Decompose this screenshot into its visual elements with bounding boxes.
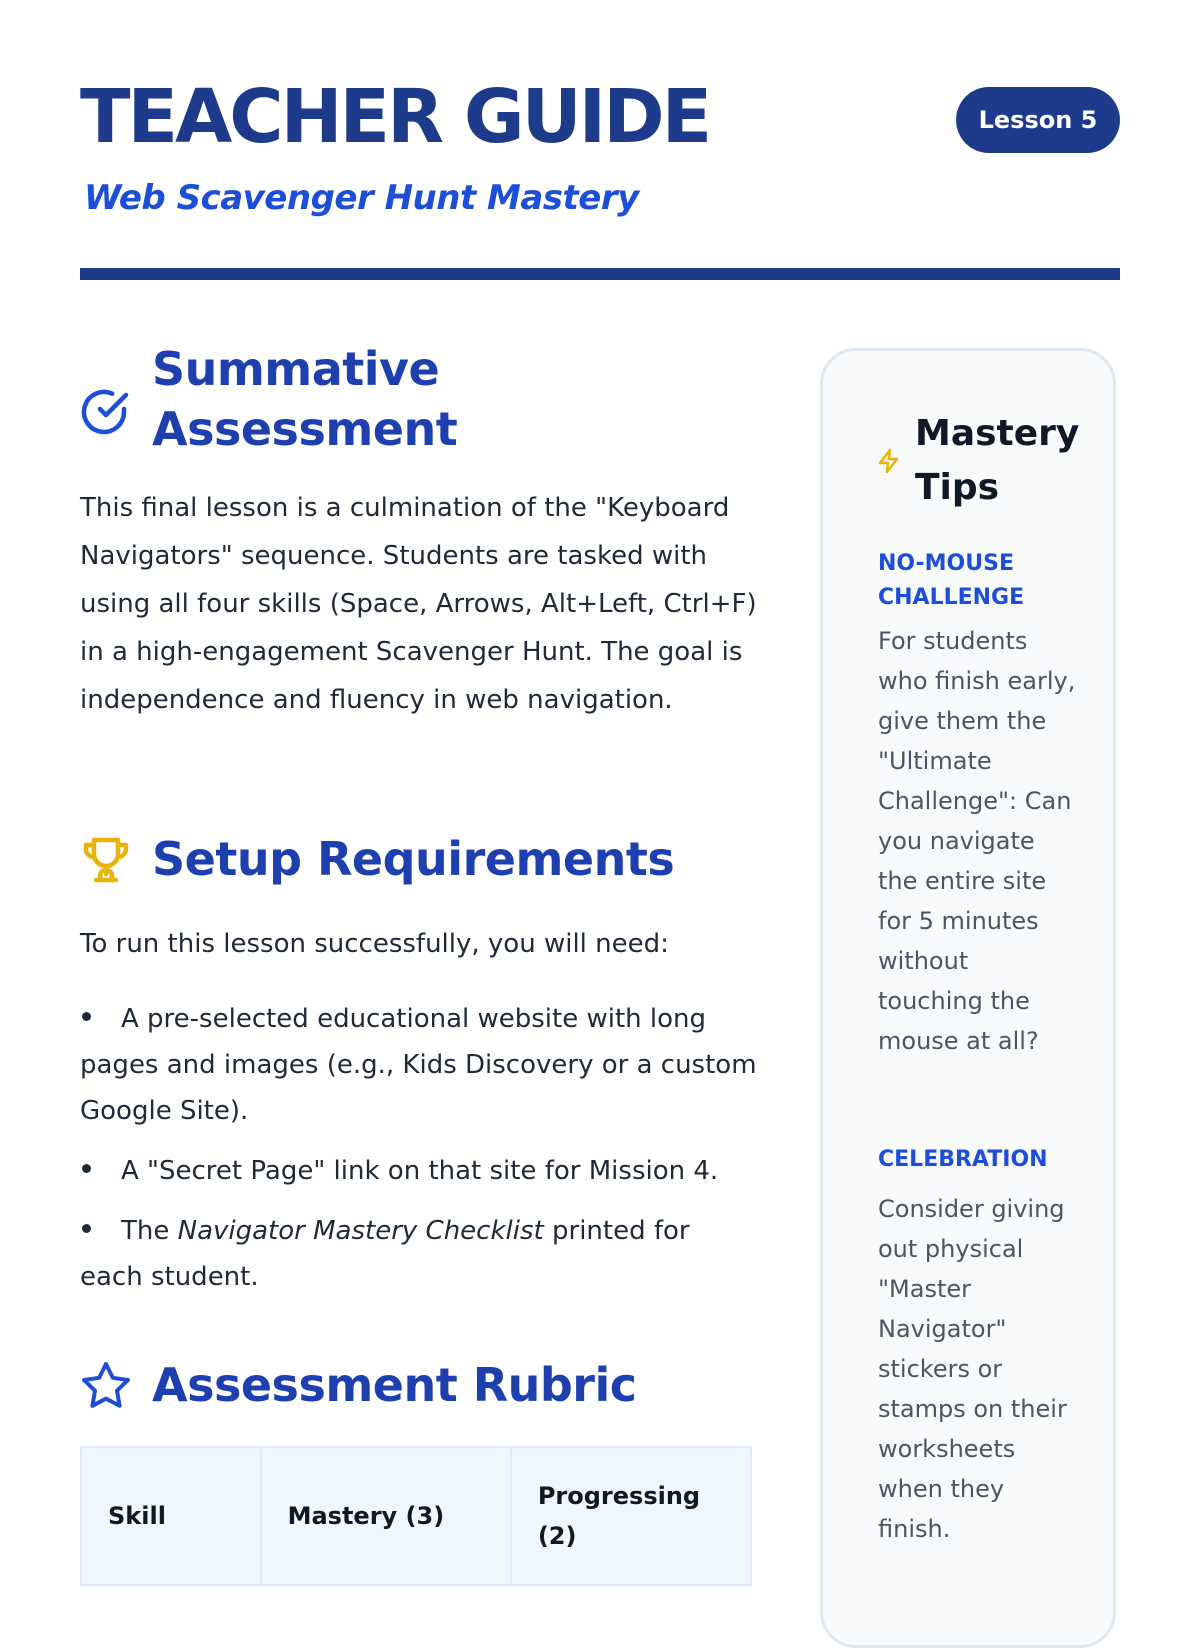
table-header-cell: Skill — [81, 1447, 261, 1585]
page-subtitle: Web Scavenger Hunt Mastery — [84, 178, 639, 218]
lightning-icon — [875, 447, 903, 475]
bullet-dot — [82, 1224, 91, 1233]
rubric-section-header — [80, 1356, 760, 1416]
tip-label: CELEBRATION — [878, 1147, 1048, 1172]
summative-text: This final lesson is a culmination of the "Keyboard Navigators" sequence. Students are tasked with using all four skills (Space, Arrows, Alt+Left, Ctrl+F) in a high-engagement Scavenger Hunt. The goal is independence and fluency in web navigation. — [80, 493, 757, 715]
bullet-dot — [82, 1164, 91, 1173]
summative-title: Summative Assessment — [152, 342, 458, 456]
lesson-badge: Lesson 5 — [956, 87, 1120, 153]
trophy-icon — [80, 834, 132, 886]
rubric-title: Assessment Rubric — [152, 1358, 637, 1412]
tips-header — [875, 407, 1085, 515]
setup-title: Setup Requirements — [152, 832, 675, 886]
table-header-cell: Progressing (2) — [511, 1447, 751, 1585]
table-header-cell: Mastery (3) — [261, 1447, 511, 1585]
star-icon — [80, 1360, 132, 1412]
list-item — [80, 996, 760, 1134]
page-title: TEACHER GUIDE — [80, 74, 710, 160]
tip-label: NO-MOUSE CHALLENGE — [878, 551, 1025, 610]
check-circle-icon — [80, 386, 132, 438]
table-header-row — [81, 1447, 751, 1585]
list-item-text-before: The — [121, 1216, 178, 1246]
summative-section-header — [80, 340, 760, 460]
list-item — [80, 1208, 760, 1300]
tip-text: Consider giving out physical "Master Navigator" stickers or stamps on their worksheets when they finish. — [878, 1195, 1067, 1543]
checklist-name: Navigator Mastery Checklist — [177, 1216, 544, 1246]
tips-title: Mastery Tips — [915, 413, 1080, 508]
tip-text: For students who finish early, give them the "Ultimate Challenge": Can you navigate the entire site for 5 minutes without touching the mouse at all? — [878, 627, 1076, 1055]
list-item-text: A "Secret Page" link on that site for Mission 4. — [121, 1156, 719, 1186]
list-item-text-after: printed for each student. — [80, 1216, 690, 1292]
assessment-rubric-table — [80, 1446, 752, 1586]
setup-list — [80, 996, 760, 1314]
mastery-tips-sidebar — [820, 348, 1116, 1648]
list-item-text: A pre-selected educational website with long pages and images (e.g., Kids Discovery or a custom Google Site). — [80, 1004, 757, 1126]
list-item — [80, 1148, 760, 1194]
setup-intro: To run this lesson successfully, you will need: — [80, 929, 669, 959]
bullet-dot — [82, 1012, 91, 1021]
setup-section-header — [80, 830, 760, 890]
header-divider — [80, 268, 1120, 280]
